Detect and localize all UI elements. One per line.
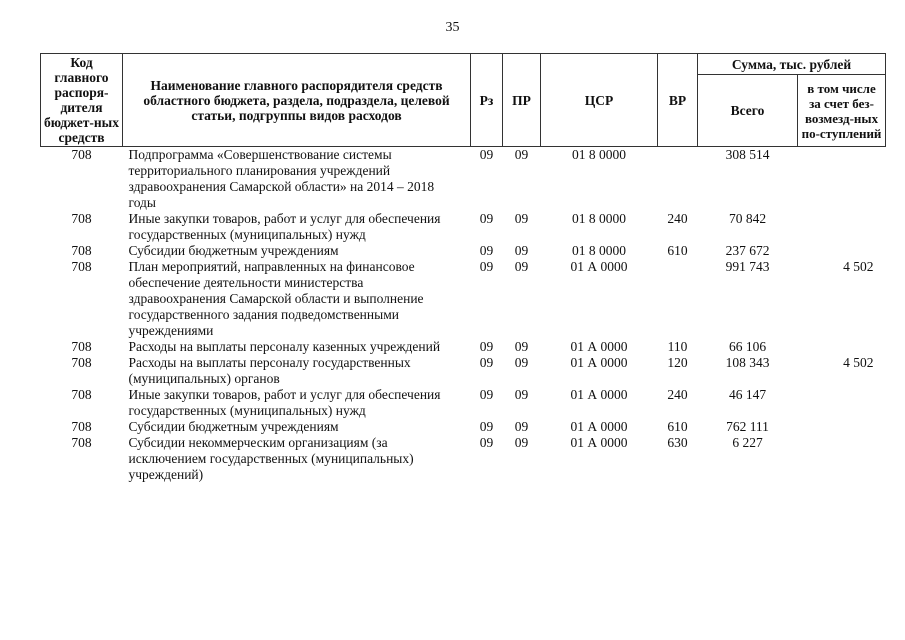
header-vr: ВР <box>658 54 698 147</box>
cell-incl <box>798 147 886 212</box>
cell-total: 762 111 <box>726 419 769 434</box>
header-total: Всего <box>698 75 798 147</box>
cell-code: 708 <box>71 387 92 402</box>
cell-csr: 01 А 0000 <box>570 339 628 354</box>
cell-rz: 09 <box>479 355 494 370</box>
cell-csr: 01 8 0000 <box>572 211 626 226</box>
cell-pr: 09 <box>514 435 529 450</box>
cell-vr: 240 <box>667 387 688 402</box>
table-row <box>41 243 886 259</box>
cell-name: План мероприятий, направленных на финансовое обеспечение деятельности министерства здравоохранения Самарской области и выполнение государственного задания подведомственными учреждениями <box>128 259 424 338</box>
cell-code: 708 <box>71 259 92 274</box>
cell-incl <box>798 243 886 259</box>
cell-rz: 09 <box>479 339 494 354</box>
cell-pr: 09 <box>514 211 529 226</box>
cell-csr: 01 8 0000 <box>572 243 626 258</box>
cell-incl <box>798 419 886 435</box>
cell-name: Иные закупки товаров, работ и услуг для обеспечения государственных (муниципальных) нужд <box>128 211 441 242</box>
cell-total: 308 514 <box>725 147 770 162</box>
table-row <box>41 147 886 212</box>
cell-code: 708 <box>71 355 92 370</box>
cell-total: 991 743 <box>725 259 770 274</box>
cell-name: Субсидии бюджетным учреждениям <box>128 243 339 258</box>
cell-incl <box>798 211 886 243</box>
cell-csr: 01 А 0000 <box>570 435 628 450</box>
cell-name: Иные закупки товаров, работ и услуг для обеспечения государственных (муниципальных) нужд <box>128 387 441 418</box>
header-rz: Рз <box>471 54 503 147</box>
cell-incl <box>798 339 886 355</box>
table-row <box>41 355 886 387</box>
cell-vr: 610 <box>667 419 688 434</box>
cell-code: 708 <box>71 211 92 226</box>
cell-name: Субсидии некоммерческим организациям (за исключением государственных (муниципальных) учреждений) <box>128 435 414 482</box>
cell-csr: 01 А 0000 <box>570 259 628 274</box>
cell-vr: 630 <box>667 435 688 450</box>
cell-code: 708 <box>71 147 92 162</box>
cell-rz: 09 <box>479 243 494 258</box>
header-csr: ЦСР <box>541 54 658 147</box>
table-row <box>41 387 886 419</box>
cell-name: Подпрограмма «Совершенствование системы территориального планирования учреждений здравоохранения Самарской области» на 2014 – 2018 годы <box>128 147 435 210</box>
page-number: 35 <box>445 20 460 35</box>
table-row <box>41 259 886 339</box>
cell-incl: 4 502 <box>843 355 874 370</box>
header-pr: ПР <box>503 54 541 147</box>
table-row <box>41 339 886 355</box>
header-sum: Сумма, тыс. рублей <box>698 54 886 75</box>
cell-incl <box>798 435 886 483</box>
cell-pr: 09 <box>514 243 529 258</box>
cell-total: 46 147 <box>728 387 767 402</box>
cell-code: 708 <box>71 243 92 258</box>
cell-csr: 01 8 0000 <box>572 147 626 162</box>
table-header <box>41 54 886 147</box>
cell-code: 708 <box>71 419 92 434</box>
table-row <box>41 211 886 243</box>
cell-pr: 09 <box>514 147 529 162</box>
cell-vr: 110 <box>667 339 688 354</box>
cell-rz: 09 <box>479 147 494 162</box>
cell-csr: 01 А 0000 <box>570 355 628 370</box>
cell-pr: 09 <box>514 387 529 402</box>
table-body <box>41 147 886 484</box>
cell-pr: 09 <box>514 419 529 434</box>
cell-rz: 09 <box>479 435 494 450</box>
header-code: Код главного распоря-дителя бюджет-ных средств <box>41 54 123 147</box>
cell-name: Субсидии бюджетным учреждениям <box>128 419 339 434</box>
cell-incl <box>798 387 886 419</box>
cell-total: 108 343 <box>725 355 770 370</box>
budget-table <box>40 53 886 483</box>
cell-vr: 610 <box>667 243 688 258</box>
cell-pr: 09 <box>514 355 529 370</box>
cell-total: 6 227 <box>732 435 763 450</box>
cell-incl: 4 502 <box>843 259 874 274</box>
cell-name: Расходы на выплаты персоналу казенных учреждений <box>128 339 441 354</box>
cell-code: 708 <box>71 435 92 450</box>
cell-total: 237 672 <box>725 243 770 258</box>
cell-pr: 09 <box>514 339 529 354</box>
cell-vr <box>658 259 698 339</box>
cell-total: 70 842 <box>728 211 767 226</box>
cell-pr: 09 <box>514 259 529 274</box>
cell-vr: 120 <box>667 355 688 370</box>
cell-vr <box>658 147 698 212</box>
cell-total: 66 106 <box>728 339 767 354</box>
cell-rz: 09 <box>479 419 494 434</box>
table-row <box>41 419 886 435</box>
cell-rz: 09 <box>479 387 494 402</box>
cell-name: Расходы на выплаты персоналу государственных (муниципальных) органов <box>128 355 411 386</box>
cell-csr: 01 А 0000 <box>570 387 628 402</box>
cell-rz: 09 <box>479 211 494 226</box>
table-row <box>41 435 886 483</box>
cell-csr: 01 А 0000 <box>570 419 628 434</box>
cell-vr: 240 <box>667 211 688 226</box>
header-incl: в том числе за счет без-возмезд-ных по-ступлений <box>798 75 886 147</box>
cell-code: 708 <box>71 339 92 354</box>
cell-rz: 09 <box>479 259 494 274</box>
header-name: Наименование главного распорядителя средств областного бюджета, раздела, подраздела, целевой статьи, подгруппы видов расходов <box>123 54 471 147</box>
